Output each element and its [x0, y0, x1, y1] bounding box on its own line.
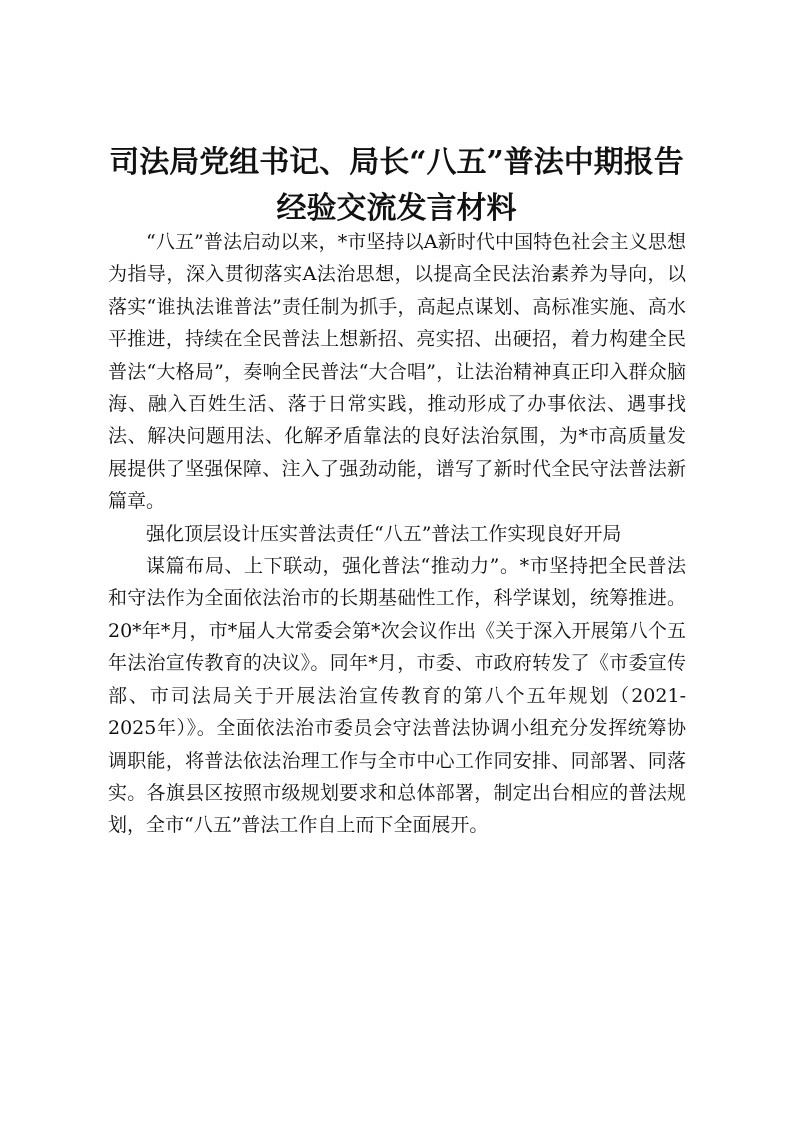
- document-title-line-1: 司法局党组书记、局长“八五”普法中期报告: [109, 145, 684, 180]
- paragraph-section-1: 谋篇布局、上下联动，强化普法“推动力”。*市坚持把全民普法和守法作为全面依法治市的长期基础性工作，科学谋划，统筹推进。20*年*月，市*届人大常委会第*次会议作出《关于深入开展第八个五年法治宣传教育的决议》。同年*月，市委、市政府转发了《市委宣传部、市司法局关于开展法治宣传教育的第八个五年规划（2021-2025年）》。全面依法治市委员会守法普法协调小组充分发挥统筹协调职能，将普法依法治理工作与全市中心工作同安排、同部署、同落实。各旗县区按照市级规划要求和总体部署，制定出台相应的普法规划，全市“八五”普法工作自上而下全面展开。: [108, 555, 686, 837]
- section-heading: 强化顶层设计压实普法责任“八五”普法工作实现良好开局: [146, 522, 622, 545]
- document-title-line-2: 经验交流发言材料: [276, 191, 517, 226]
- paragraph-intro: “八五”普法启动以来，*市坚持以A新时代中国特色社会主义思想为指导，深入贯彻落实A法治思想，以提高全民法治素养为导向，以落实“谁执法谁普法”责任制为抓手，高起点谋划、高标准实施、高水平推进，持续在全民普法上想新招、亮实招、出硬招，着力构建全民普法“大格局”，奏响全民普法“大合唱”，让法治精神真正印入群众脑海、融入百姓生活、落于日常实践，推动形成了办事依法、遇事找法、解决问题用法、化解矛盾靠法的良好法治氛围，为*市高质量发展提供了坚强保障、注入了强劲动能，谱写了新时代全民守法普法新篇章。: [108, 231, 686, 513]
- document-body: [108, 226, 686, 842]
